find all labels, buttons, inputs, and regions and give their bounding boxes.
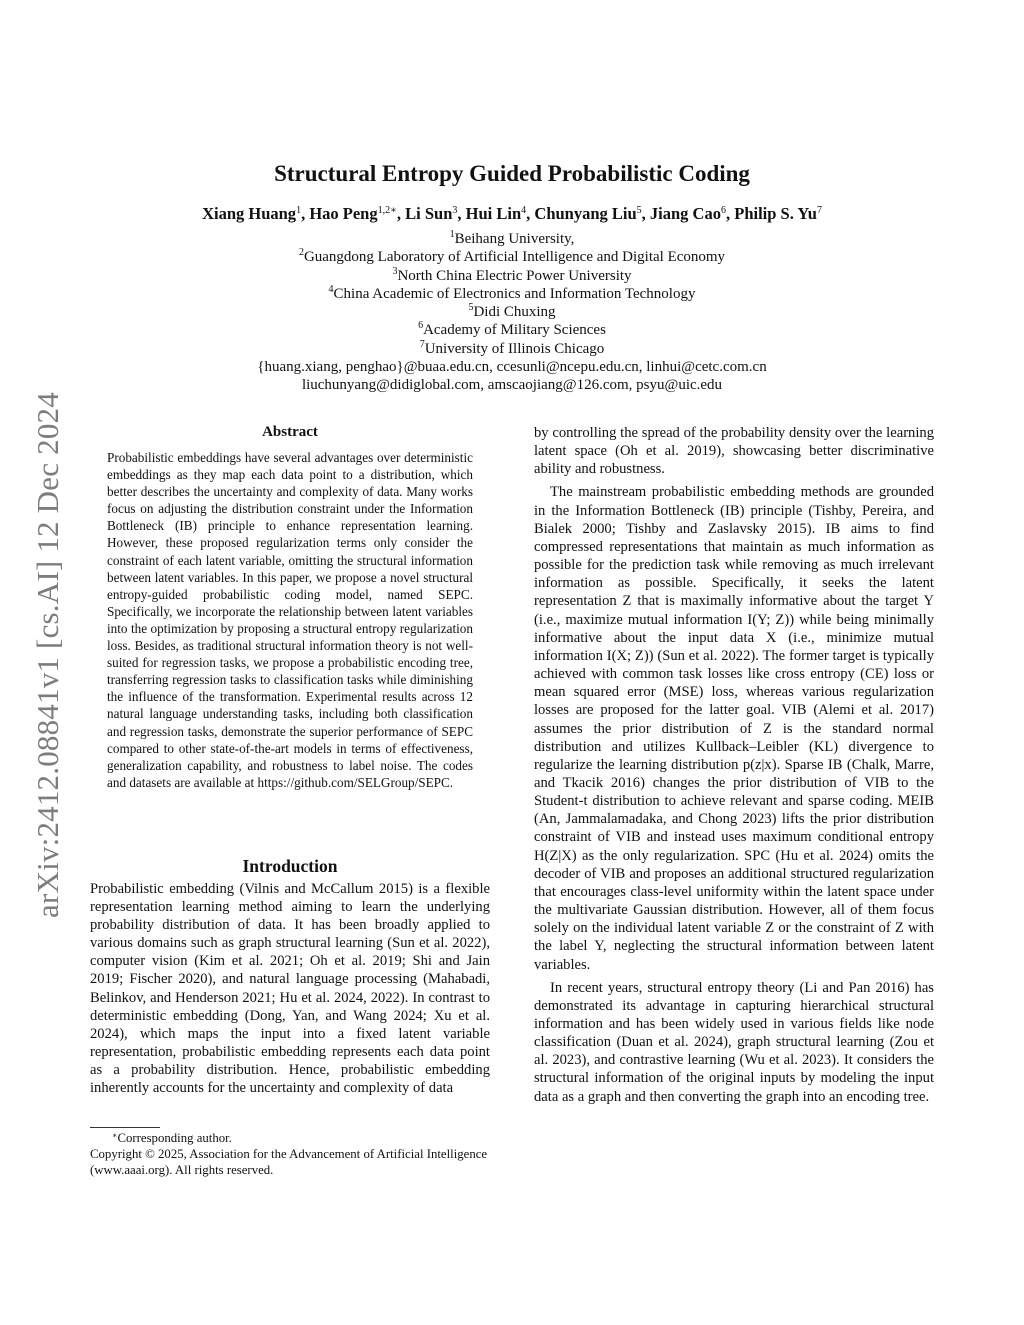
author: Philip S. Yu$^7$	[734, 204, 822, 223]
author: Jiang Cao$^6$	[649, 204, 726, 223]
affiliation: $^7$University of Illinois Chicago	[419, 338, 605, 357]
introduction-heading: Introduction	[242, 856, 338, 876]
introduction-text: Probabilistic embedding (Vilnis and McCallum 2015) is a flexible representation learning method aiming to learn the underlying probability distribution of data. It has been broadly applied to various domains such as graph structural learning (Sun et al. 2022), computer vision (Kim et al. 2021; Oh et al. 2019; Shi and Jain 2019; Fischer 2020), and natural language processing (Mahabadi, Belinkov, and Henderson 2021; Hu et al. 2024, 2022). In contrast to deterministic embedding (Dong, Yan, and Wang 2024; Xu et al. 2024), which maps the input into a fixed latent variable representation, probabilistic embedding represents each data point as a probability distribution. Hence, probabilistic embedding inherently accounts for the uncertainty and complexity of data	[90, 881, 490, 1097]
affiliation: $^1$Beihang University,	[449, 229, 575, 247]
affiliation: $^2$Guangdong Laboratory of Artificial Intelligence and Digital Economy	[298, 247, 726, 266]
paragraph: by controlling the spread of the probability density over the learning latent space (Oh et al. 2019), showcasing better discriminative ability and robustness.	[534, 425, 934, 478]
footnote-rule	[90, 1127, 160, 1128]
email-line: {huang.xiang, penghao}@buaa.edu.cn, ccesunli@ncepu.edu.cn, linhui@cetc.com.cn	[257, 359, 767, 376]
corresponding-author-note: ∗Corresponding author.	[112, 1131, 232, 1145]
author: Hao Peng$^{1,2∗}$	[309, 204, 397, 223]
paragraph: In recent years, structural entropy theory (Li and Pan 2016) has demonstrated its advantage in capturing hierarchical structural information and has been widely used in various fields like node classification (Duan et al. 2024), graph structural learning (Zou et al. 2023), and contrastive learning (Wu et al. 2023). It considers the structural information of the original inputs by modeling the input data as a graph and then converting the graph into an encoding tree.	[534, 979, 934, 1105]
abstract-heading: Abstract	[262, 424, 318, 440]
author: Li Sun$^3$	[405, 204, 458, 223]
email-line: liuchunyang@didiglobal.com, amscaojiang@126.com, psyu@uic.edu	[301, 377, 723, 394]
affiliation: $^4$China Academic of Electronics and Information Technology	[328, 283, 696, 302]
author: Xiang Huang$^1$	[202, 204, 302, 223]
affiliation: $^6$Academy of Military Sciences	[418, 320, 606, 339]
author: Chunyang Liu$^5$	[534, 204, 642, 223]
affiliation-block	[0, 230, 1024, 395]
paragraph: The mainstream probabilistic embedding methods are grounded in the Information Bottleneck (IB) principle (Tishby, Pereira, and Bialek 2000; Tishby and Zaslavsky 2015). IB aims to find compressed representations that maintain as much information as possible for the prediction task while removing as much irrelevant information as possible. Specifically, it seeks the latent representation Z that is maximally informative about the target Y (i.e., maximize mutual information I(Y; Z)) while being minimally informative about the input data X (i.e., minimize mutual information I(X; Z)) (Sun et al. 2022). The former target is typically achieved with common task losses like cross entropy (CE) loss or mean squared error (MSE) loss, whereas various regularization losses are proposed for the latter goal. VIB (Alemi et al. 2017) assumes the prior distribution of Z is the standard normal distribution and utilizes Kullback–Leibler (KL) divergence to regularize the learning distribution p(z|x). Sparse IB (Chalk, Marre, and Tkacik 2016) changes the prior distribution of VIB to the Student-t distribution to achieve relevant and sparse coding. MEIB (An, Jammalamadaka, and Chong 2023) lifts the prior distribution constraint of VIB and instead uses maximum conditional entropy H(Z|X) as the only regularization. SPC (Hu et al. 2024) omits the decoder of VIB and proposes an additional structured regularization that encourages class-level uniformity within the latent space under the multivariate Gaussian distribution. However, all of them focus solely on the individual latent variable Z or the constraint of Z with the label Y, neglecting the structural information between latent variables.	[534, 484, 934, 973]
abstract-text: Probabilistic embeddings have several advantages over deterministic embeddings as they map each data point to a distribution, which better describes the uncertainty and complexity of data. Many works focus on adjusting the distribution constraint under the Information Bottleneck (IB) principle to enhance representation learning. However, these proposed regularization terms only consider the constraint of each latent variable, omitting the structural information between latent variables. In this paper, we propose a novel structural entropy-guided probabilistic coding model, named SEPC. Specifically, we incorporate the relationship between latent variables into the optimization by proposing a structural entropy regularization loss. Besides, as traditional structural information theory is not well-suited for regression tasks, we propose a probabilistic encoding tree, transferring regression tasks to classification tasks while diminishing the influence of the transformation. Experimental results across 12 natural language understanding tasks, including both classification and regression tasks, demonstrate the superior performance of SEPC compared to other state-of-the-art models in terms of effectiveness, generalization capability, and robustness to label noise. The codes and datasets are available at https://github.com/SELGroup/SEPC.	[107, 450, 473, 790]
right-column	[534, 424, 934, 1106]
footnote	[90, 1130, 490, 1179]
author: Hui Lin$^4$	[465, 204, 527, 223]
affiliation: $^3$North China Electric Power University	[392, 265, 632, 284]
author-list: Xiang Huang$^1$, Hao Peng$^{1,2∗}$, Li Sun$^3$, Hui Lin$^4$, Chunyang Liu$^5$, Jiang Cao$^6$, Philip S. Yu$^7$	[202, 204, 822, 223]
copyright-notice: Copyright © 2025, Association for the Advancement of Artificial Intelligence (www.aaai.org). All rights reserved.	[90, 1147, 488, 1178]
affiliation: $^5$Didi Chuxing	[468, 302, 556, 321]
arxiv-identifier: arXiv:2412.08841v1 [cs.AI] 12 Dec 2024	[30, 392, 65, 918]
paper-title: Structural Entropy Guided Probabilistic Coding	[274, 161, 750, 186]
